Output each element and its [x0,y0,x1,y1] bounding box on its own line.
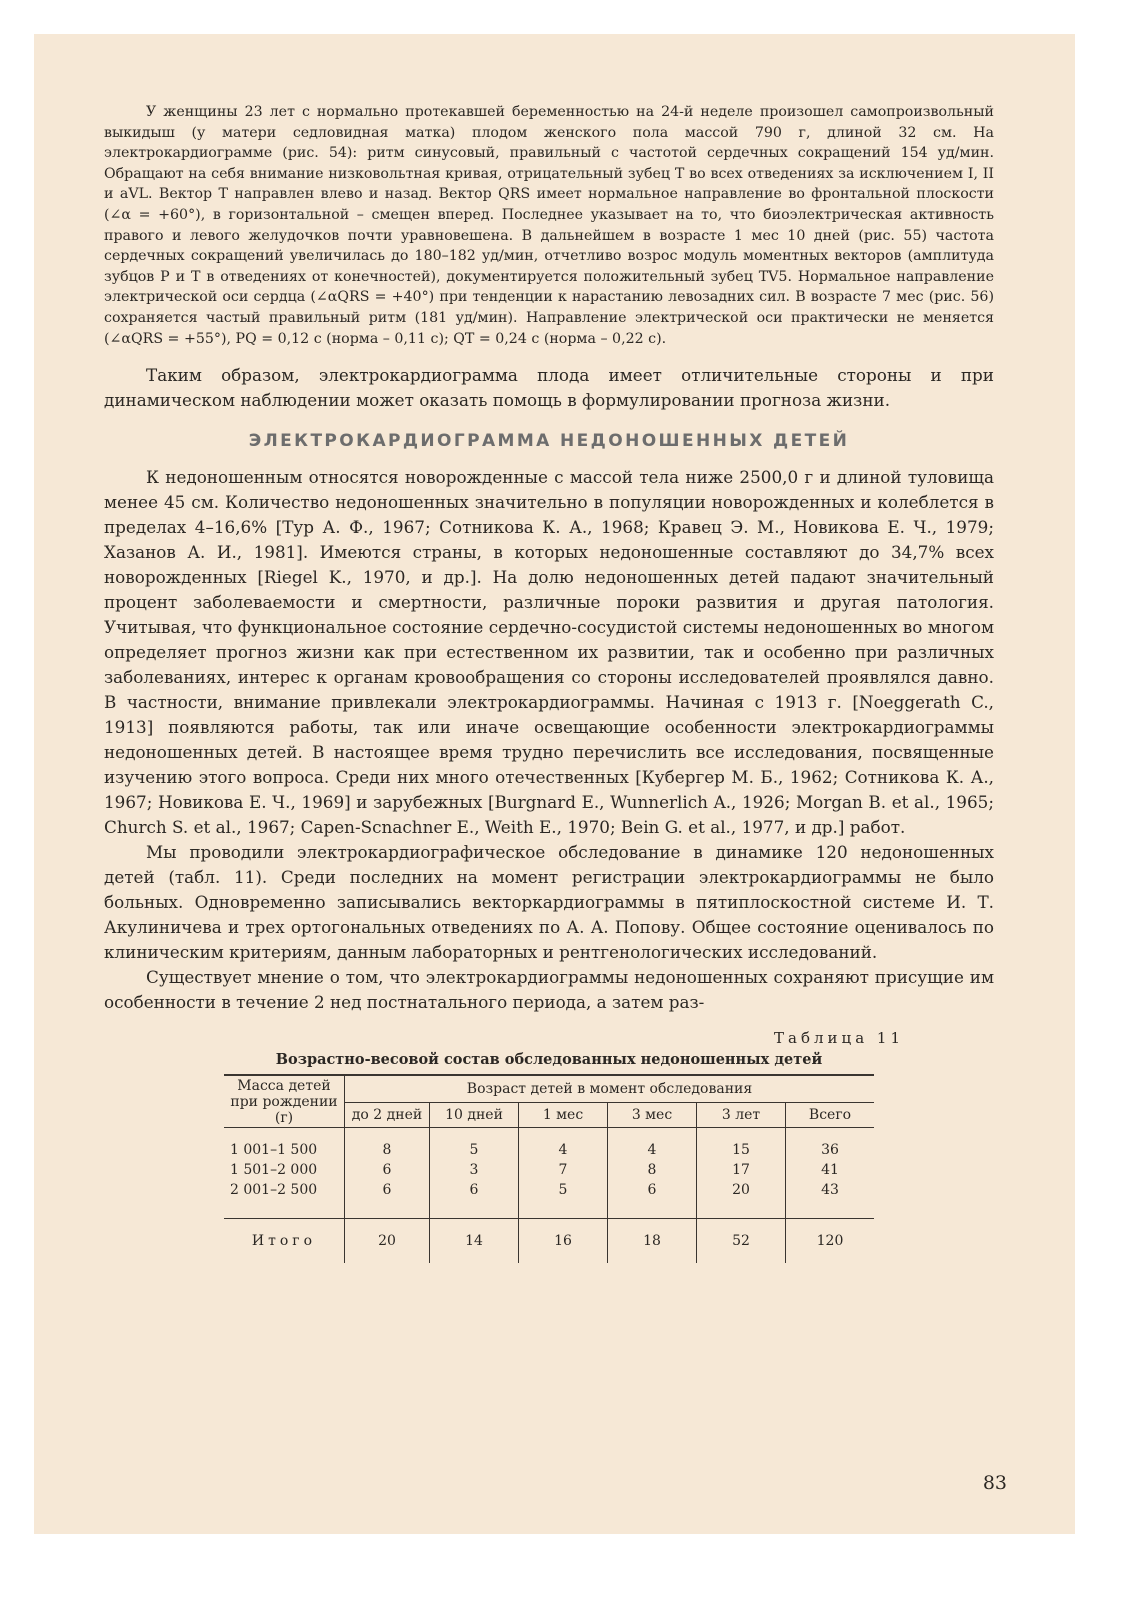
paragraph-opinion: Существует мнение о том, что электрокардиограммы недоношенных сохраняют присущие им особенности в течение 2 нед постнатального периода, а затем раз- [104,967,994,1013]
table-row [224,1180,874,1219]
table-cell: 6 [608,1180,697,1219]
table-cell: 4 [519,1128,608,1161]
table-cell: 3 [430,1160,519,1180]
table-cell: 7 [519,1160,608,1180]
total-cell: 18 [608,1219,697,1264]
table-cell: 36 [821,1142,839,1159]
total-cell: 20 [345,1219,430,1264]
table-cell: 15 [697,1128,786,1161]
column-header-age: Возраст детей в момент обследования [345,1075,875,1103]
table-row [224,1128,874,1161]
total-cell: 16 [519,1219,608,1264]
table-cell: 20 [697,1180,786,1219]
book-page [34,34,1075,1534]
table-cell: 5 [519,1180,608,1219]
table-row [224,1160,874,1180]
total-cell: 52 [697,1219,786,1264]
total-label: Итого [224,1219,345,1264]
paragraph-study: Мы проводили электрокардиографическое обследование в динамике 120 недоношенных детей (табл. 11). Среди последних на момент регистрации электрокардиограммы не было больных. Одновременно записывались векторкардиограммы в пятиплоскостной системе И. Т. Акулиничева и трех ортогональных отведениях по А. А. Попову. Общее состояние оценивалось по клиническим критериям, данным лабораторных и рентгенологических исследований. [104,842,994,963]
paragraph-conclusion: Таким образом, электрокардиограмма плода имеет отличительные стороны и при динамическом наблюдении может оказать помощь в формулировании прогноза жизни. [104,365,994,411]
section-heading: ЭЛЕКТРОКАРДИОГРАММА НЕДОНОШЕННЫХ ДЕТЕЙ [248,431,850,452]
column-header: 3 мес [608,1103,697,1128]
table-cell: 6 [345,1180,430,1219]
table-title: Возрастно-весовой состав обследованных недоношенных детей [275,1051,823,1069]
table-cell: 41 [821,1162,839,1179]
table-cell: 43 [821,1182,839,1199]
page-content [104,102,994,1263]
table-cell: 6 [430,1180,519,1219]
table-total-row [224,1219,874,1264]
page-number: 83 [982,1472,1007,1494]
column-header: 10 дней [430,1103,519,1128]
mass-cell: 2 001–2 500 [224,1180,345,1219]
paragraph-case-report: У женщины 23 лет с нормально протекавшей беременностью на 24-й неделе произошел самопроизвольный выкидыш (у матери седловидная матка) плодом женского пола массой 790 г, длиной 32 см. На электрокардиограмме (рис. 54): ритм синусовый, правильный с частотой сердечных сокращений 154 уд/мин. Обращают на себя внимание низковольтная кривая, отрицательный зубец Т во всех отведениях за исключением I, II и aVL. Вектор Т направлен влево и назад. Вектор QRS имеет нормальное направление во фронтальной плоскости (∠α = +60°), в горизонтальной – смещен вперед. Последнее указывает на то, что биоэлектрическая активность правого и левого желудочков почти уравновешена. В дальнейшем в возрасте 1 мес 10 дней (рис. 55) частота сердечных сокращений увеличилась до 180–182 уд/мин, отчетливо возрос модуль моментных векторов (амплитуда зубцов Р и Т в отведениях от конечностей), документируется положительный зубец TV5. Нормальное направление электрической оси сердца (∠αQRS = +40°) при тенденции к нарастанию левозадних сил. В возрасте 7 мес (рис. 56) сохраняется частый правильный ритм (181 уд/мин). Направление электрической оси практически не меняется (∠αQRS = +55°), PQ = 0,12 с (норма – 0,11 с); QT = 0,24 с (норма – 0,22 с). [104,104,994,347]
paragraph-premature-intro: К недоношенным относятся новорожденные с массой тела ниже 2500,0 г и длиной туловища менее 45 см. Количество недоношенных значительно в популяции новорожденных и колеблется в пределах 4–16,6% [Тур А. Ф., 1967; Сотникова К. А., 1968; Кравец Э. М., Новикова Е. Ч., 1979; Хазанов А. И., 1981]. Имеются страны, в которых недоношенные составляют до 34,7% всех новорожденных [Riegel K., 1970, и др.]. На долю недоношенных детей падают значительный процент заболеваемости и смертности, различные пороки развития и другая патология. Учитывая, что функциональное состояние сердечно-сосудистой системы недоношенных во многом определяет прогноз жизни как при естественном их развитии, так и особенно при различных заболеваниях, интерес к органам кровообращения со стороны исследователей проявлялся давно. В частности, внимание привлекали электрокардиограммы. Начиная с 1913 г. [Noeggerath C., 1913] появляются работы, так или иначе освещающие особенности электрокардиограммы недоношенных детей. В настоящее время трудно перечислить все исследования, посвященные изучению этого вопроса. Среди них много отечественных [Кубергер М. Б., 1962; Сотникова К. А., 1967; Новикова Е. Ч., 1969] и зарубежных [Burgnard E., Wunnerlich A., 1926; Morgan B. et al., 1965; Church S. et al., 1967; Capen-Scnachner E., Weith E., 1970; Bein G. et al., 1977, и др.] работ. [104,467,994,838]
table-cell: 6 [345,1160,430,1180]
table-cell: 8 [345,1128,430,1161]
table-cell: 4 [608,1128,697,1161]
data-table [224,1074,874,1263]
column-header: 3 лет [697,1103,786,1128]
mass-cell: 1 501–2 000 [224,1160,345,1180]
column-header: Всего [786,1103,875,1128]
total-cell: 14 [430,1219,519,1264]
table-cell: 5 [430,1128,519,1161]
column-header: до 2 дней [345,1103,430,1128]
table-cell: 8 [608,1160,697,1180]
mass-cell: 1 001–1 500 [224,1128,345,1161]
column-header: 1 мес [519,1103,608,1128]
column-header-mass: Масса детей при рождении (г) [224,1075,345,1128]
table-label: Таблица 11 [774,1029,904,1048]
table-cell: 17 [697,1160,786,1180]
total-cell: 120 [786,1219,875,1264]
